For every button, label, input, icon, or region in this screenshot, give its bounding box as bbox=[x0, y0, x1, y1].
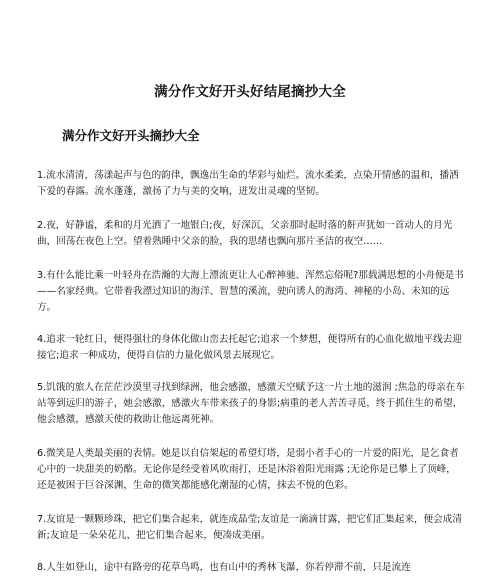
document-title: 满分作文好开头好结尾摘抄大全 bbox=[154, 84, 346, 100]
paragraph-1: 1.流水清清，荡漾起声与色的韵律，飘逸出生命的华彩与灿烂。流水柔柔，点染开情感的温和，播洒下爱的春露。流水蓬蓬，激扬了力与美的交响，迸发出灵魂的坚韧。 bbox=[37, 170, 459, 197]
paragraph-5: 5.饥饿的旅人在茫茫沙漠里寻找到绿洲，他会感激，感激天空赋予这一片土地的滋润 ;焦急的母亲在车站等到远归的游子，她会感激，感激火车带来孩子的身影;病重的老人苦苦寻觅，终于抓住生的希望，他会感激，感激天使的救助让他远离死神。 bbox=[37, 382, 465, 425]
paragraph-3: 3.有什么能比乘一叶轻舟在浩瀚的大海上漂流更让人心醉神驰、浑然忘俗呢?那载满思想的小舟便是书——名家经典。它带着我漂过知识的海洋、智慧的溪流，驶向诱人的海湾、神秘的小岛、未知的远方。 bbox=[37, 270, 464, 313]
paragraph-4: 4.追求一轮红日，便得强壮的身体化做山峦去托起它;追求一个梦想，便得所有的心血化做地平线去迎接它;追求一种成功，便得自信的力量化做风景去展现它。 bbox=[37, 334, 462, 361]
paragraph-6: 6.微笑是人类最美丽的表情。她是以自信架起的希望灯塔，是弱小者手心的一片爱的阳光，是乞食者心中的一块甜美的奶酪。无论你是经受着风吹雨打，还是沐浴着阳光雨露 ;无论你是已攀上了顶峰，还是被困于巨谷深渊，生命的微笑都能感化潮湿的心情，抹去不悦的色彩。 bbox=[37, 448, 459, 491]
section-heading: 满分作文好开头摘抄大全 bbox=[62, 128, 200, 143]
paragraph-8: 8.人生如登山，途中有路旁的花草鸟鸣，也有山中的秀林飞瀑，你若停滞不前，只是流连 bbox=[37, 562, 411, 573]
paragraph-2: 2.夜，好静谧，柔和的月光洒了一地银白;夜，好深沉，父亲那时起时落的鼾声犹如一首动人的月光曲，回荡在夜色上空。望着熟睡中父亲的脸，我的思绪也飘向那片圣洁的夜空…… bbox=[37, 220, 453, 247]
paragraph-7: 7.友谊是一颗颗珍珠，把它们集合起来，就连成晶莹;友谊是一滴滴甘露，把它们汇集起来，便会成清新;友谊是一朵朵花儿，把它们集合起来，便凑成美丽。 bbox=[37, 514, 462, 541]
